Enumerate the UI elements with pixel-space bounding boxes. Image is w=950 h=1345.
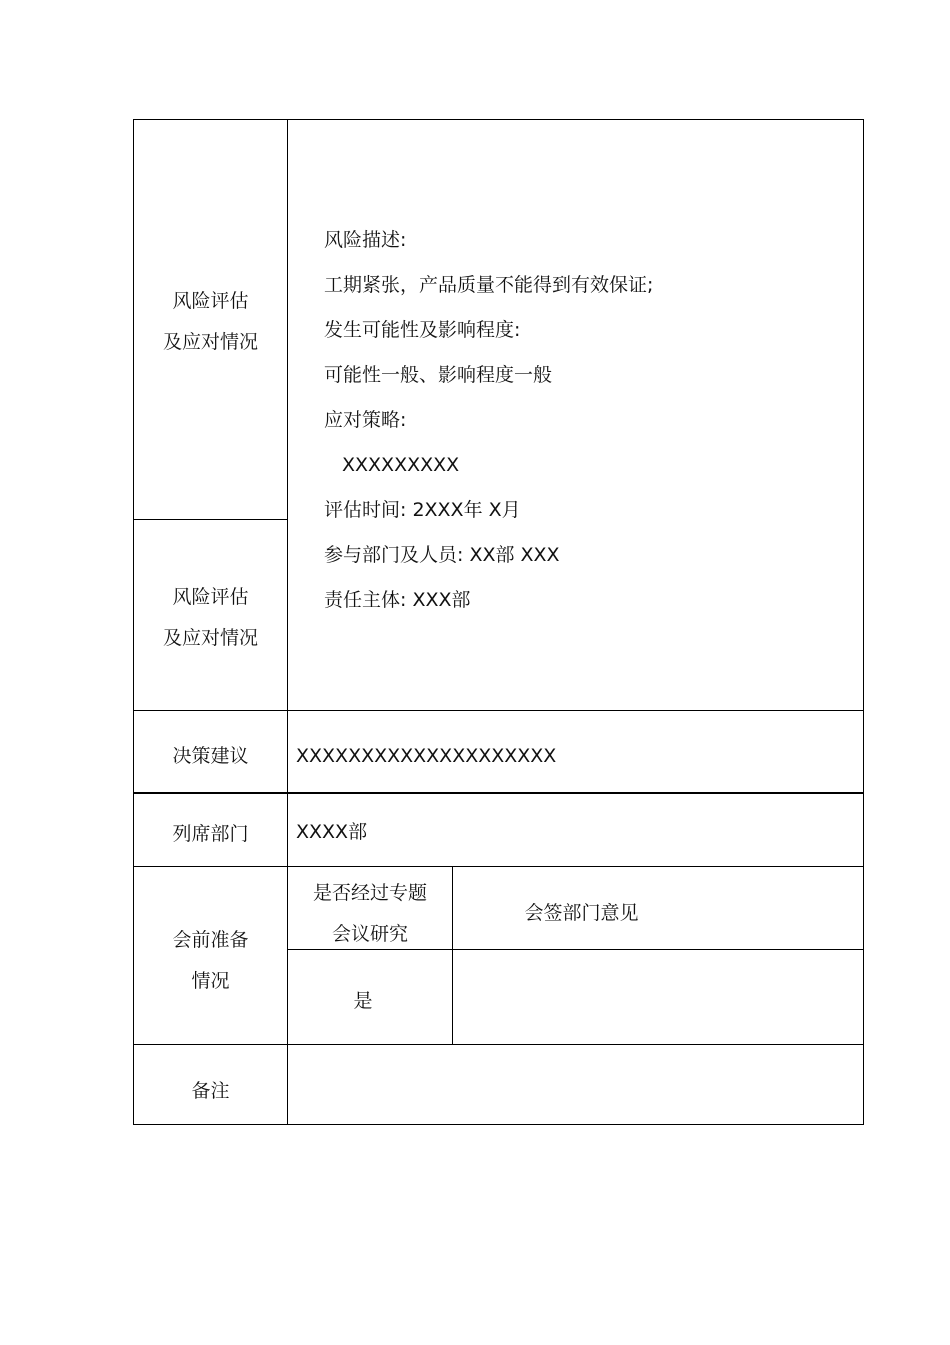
risk-label-split — [133, 519, 287, 520]
countersign-header: 会签部门意见 — [524, 902, 639, 924]
risk-label-top-line2: 及应对情况 — [162, 331, 258, 353]
risk-desc-value: 工期紧张，产品质量不能得到有效保证; — [324, 274, 654, 296]
table-border-bottom — [133, 1124, 864, 1125]
risk-label-top — [134, 281, 287, 363]
row-divider-remarks — [133, 1044, 864, 1045]
topic-research-header — [288, 873, 452, 955]
decision-label: 决策建议 — [172, 745, 249, 767]
preparation-label — [134, 920, 287, 1002]
risk-body — [324, 218, 653, 623]
risk-label-top-line1: 风险评估 — [172, 290, 249, 312]
topic-research-value: 是 — [353, 990, 373, 1012]
risk-owner: 责任主体: XXX部 — [324, 589, 471, 611]
risk-label-bottom — [134, 577, 287, 659]
risk-desc-title: 风险描述: — [324, 229, 407, 251]
risk-strategy-title: 应对策略: — [324, 409, 407, 431]
table-border-top — [133, 119, 864, 120]
risk-label-bottom-line2: 及应对情况 — [162, 627, 258, 649]
decision-value: XXXXXXXXXXXXXXXXXXXX — [296, 745, 557, 767]
topic-research-header-line2: 会议研究 — [331, 923, 408, 945]
table-border-right — [863, 119, 864, 1125]
preparation-label-line2: 情况 — [191, 970, 230, 992]
preparation-label-line1: 会前准备 — [172, 929, 249, 951]
row-divider-decision — [133, 710, 864, 711]
row-divider-preparation — [133, 866, 864, 867]
attending-label: 列席部门 — [172, 823, 249, 845]
risk-assessment-time: 评估时间: 2XXX年 X月 — [324, 499, 521, 521]
risk-likelihood-value: 可能性一般、影响程度一般 — [324, 364, 553, 386]
row-divider-attending — [133, 792, 864, 794]
risk-strategy-value: XXXXXXXXX — [342, 454, 460, 476]
risk-label-bottom-line1: 风险评估 — [172, 586, 249, 608]
risk-participants: 参与部门及人员: XX部 XXX — [324, 544, 560, 566]
topic-research-header-line1: 是否经过专题 — [312, 882, 427, 904]
risk-likelihood-title: 发生可能性及影响程度: — [324, 319, 521, 341]
remarks-label: 备注 — [191, 1080, 230, 1102]
attending-value: XXXX部 — [296, 821, 368, 843]
label-column-divider — [287, 119, 288, 1125]
